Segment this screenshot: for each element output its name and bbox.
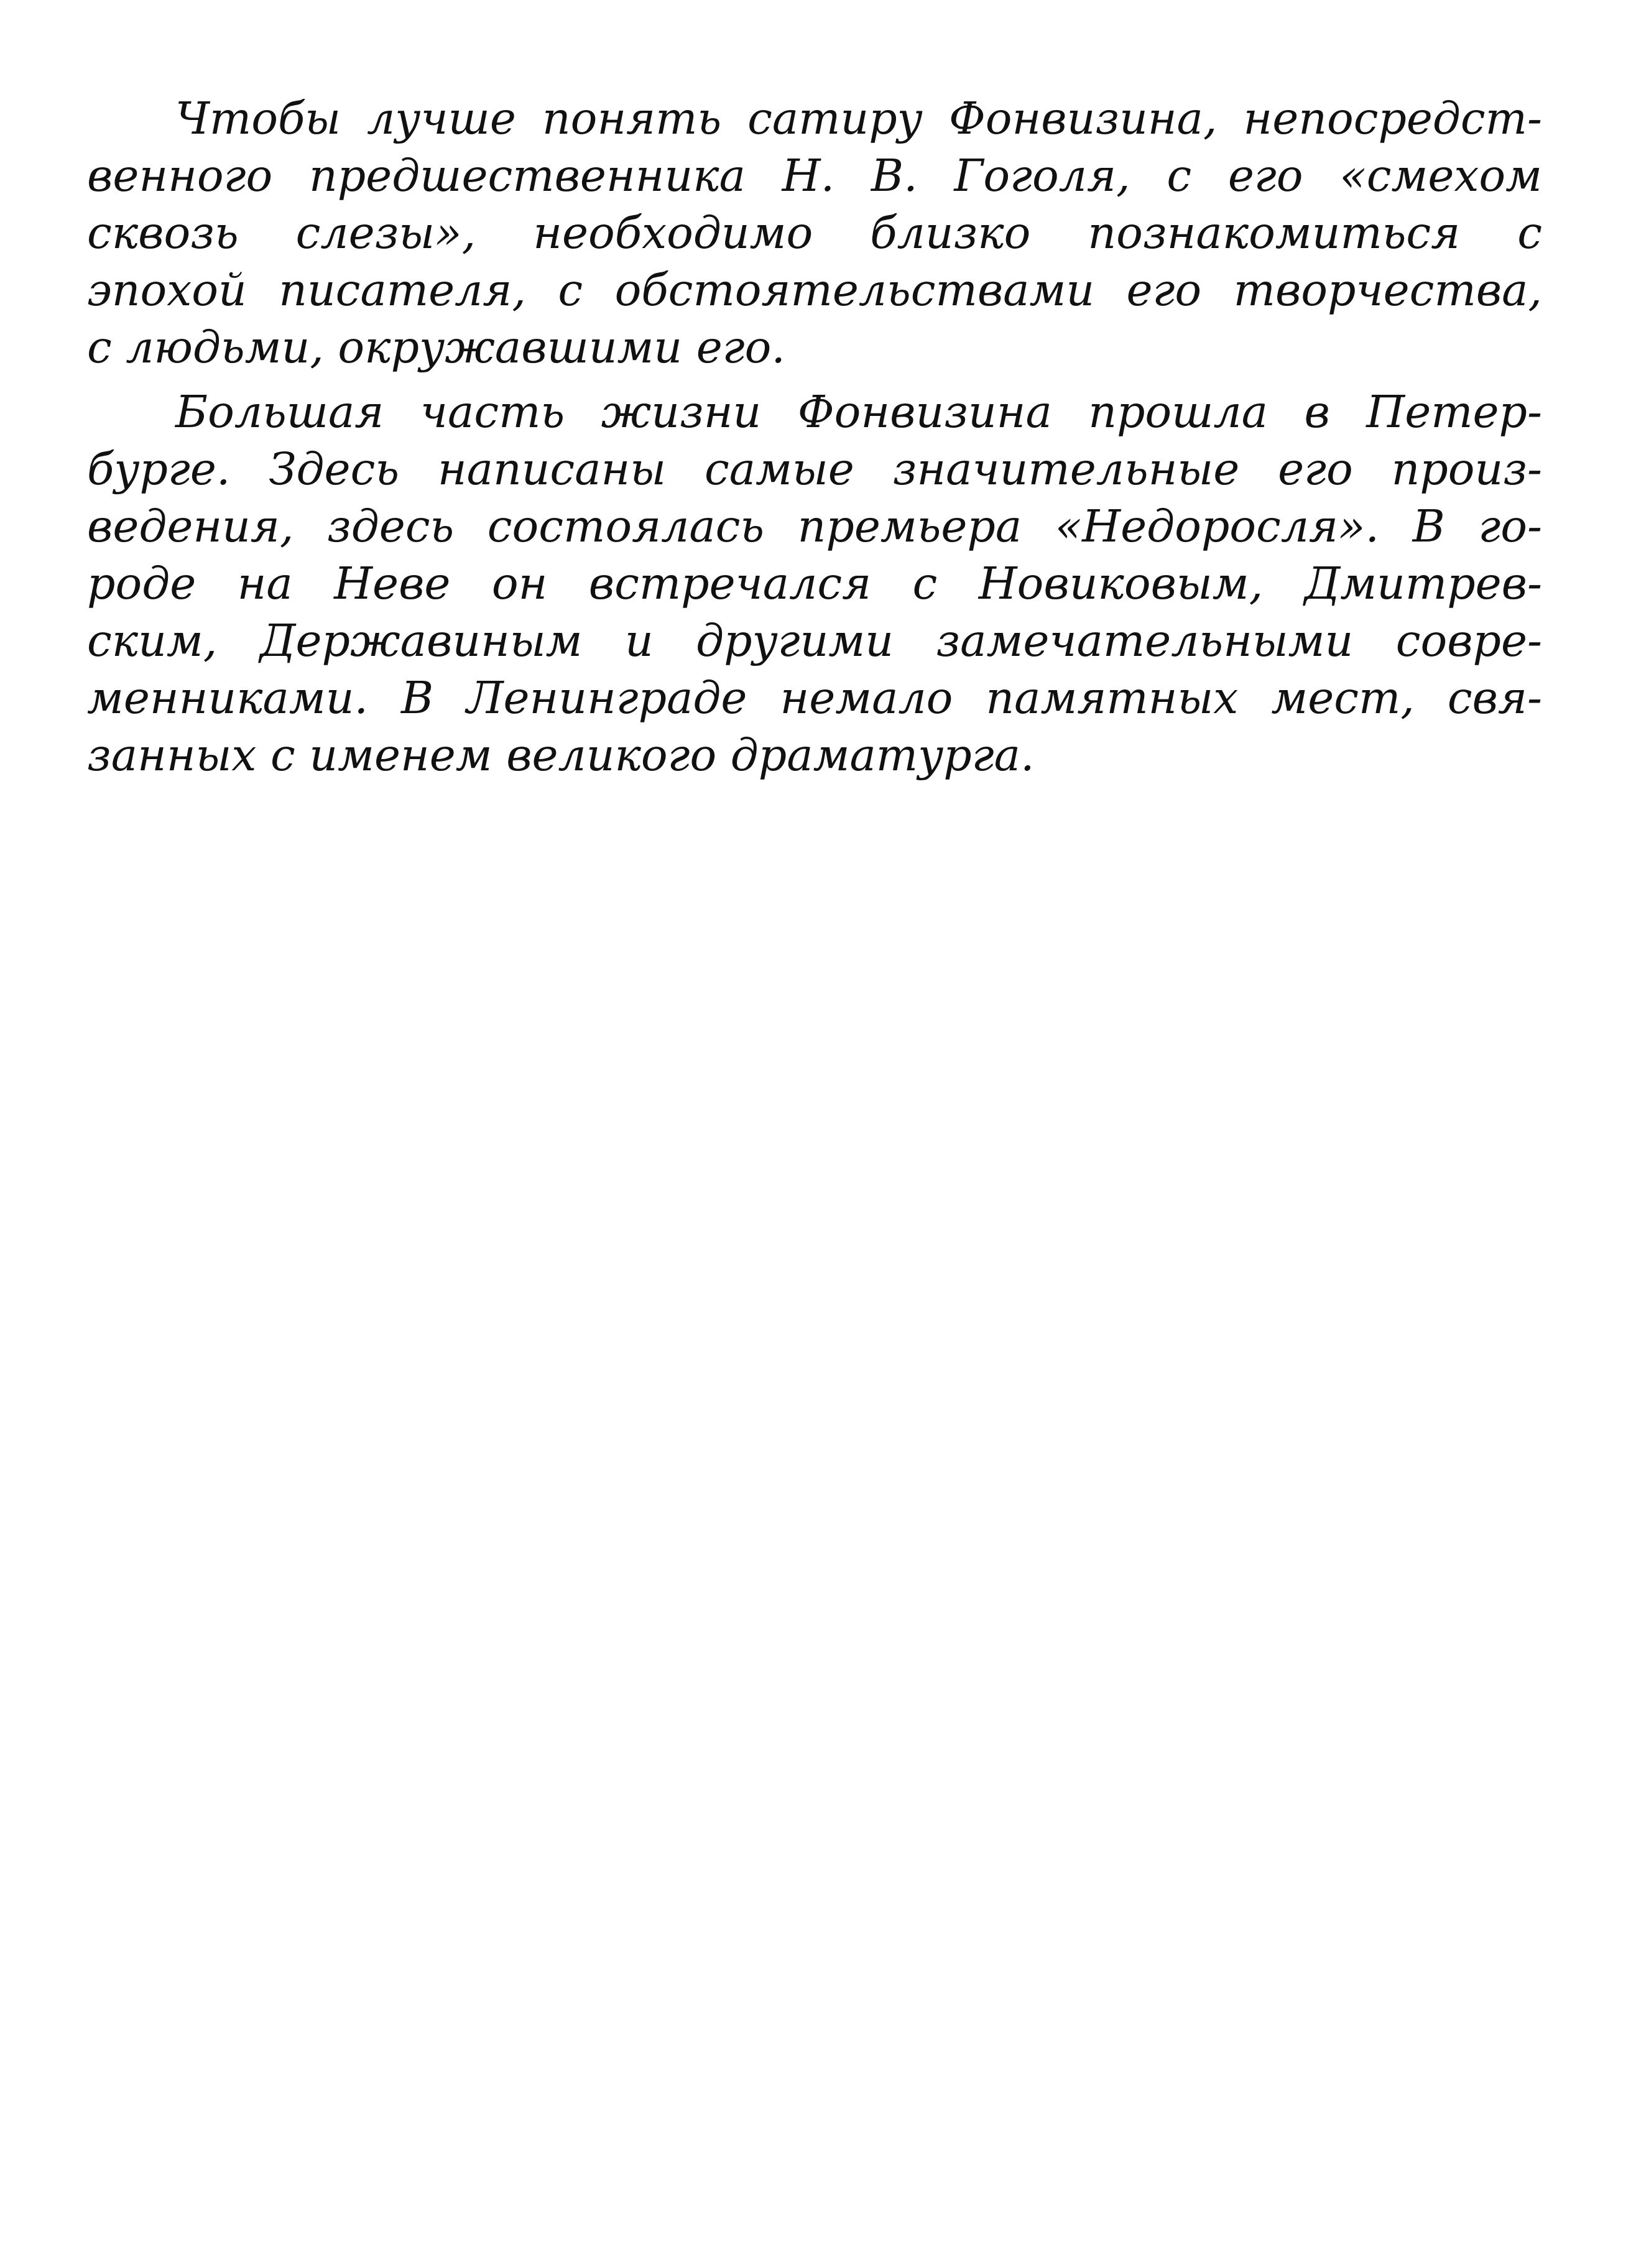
- text-line: занных с именем великого драматурга.: [87, 729, 1035, 781]
- text-line: ведения, здесь состоялась премьера «Недоросля». В го-: [87, 500, 1542, 552]
- text-line: менниками. В Ленинграде немало памятных мест, свя-: [87, 672, 1542, 724]
- text-line: венного предшественника Н. В. Гоголя, с его «смехом: [87, 150, 1542, 201]
- paragraph-spacer: [87, 376, 1542, 384]
- text-line: роде на Неве он встречался с Новиковым, Дмитрев-: [87, 558, 1542, 609]
- text-line: бурге. Здесь написаны самые значительные его произ-: [87, 443, 1542, 495]
- text-line: Чтобы лучше понять сатиру Фонвизина, непосредст-: [175, 93, 1542, 144]
- text-line: сквозь слезы», необходимо близко познакомиться с: [87, 207, 1542, 259]
- paragraph-2: [87, 384, 1542, 784]
- text-line: с людьми, окружавшими его.: [87, 321, 785, 373]
- paragraph-1: [87, 90, 1542, 376]
- text-line: эпохой писателя, с обстоятельствами его творчества,: [87, 264, 1542, 316]
- text-line: ским, Державиным и другими замечательными совре-: [87, 615, 1542, 666]
- body-text: [87, 90, 1542, 784]
- text-line: Большая часть жизни Фонвизина прошла в Петер-: [175, 386, 1542, 438]
